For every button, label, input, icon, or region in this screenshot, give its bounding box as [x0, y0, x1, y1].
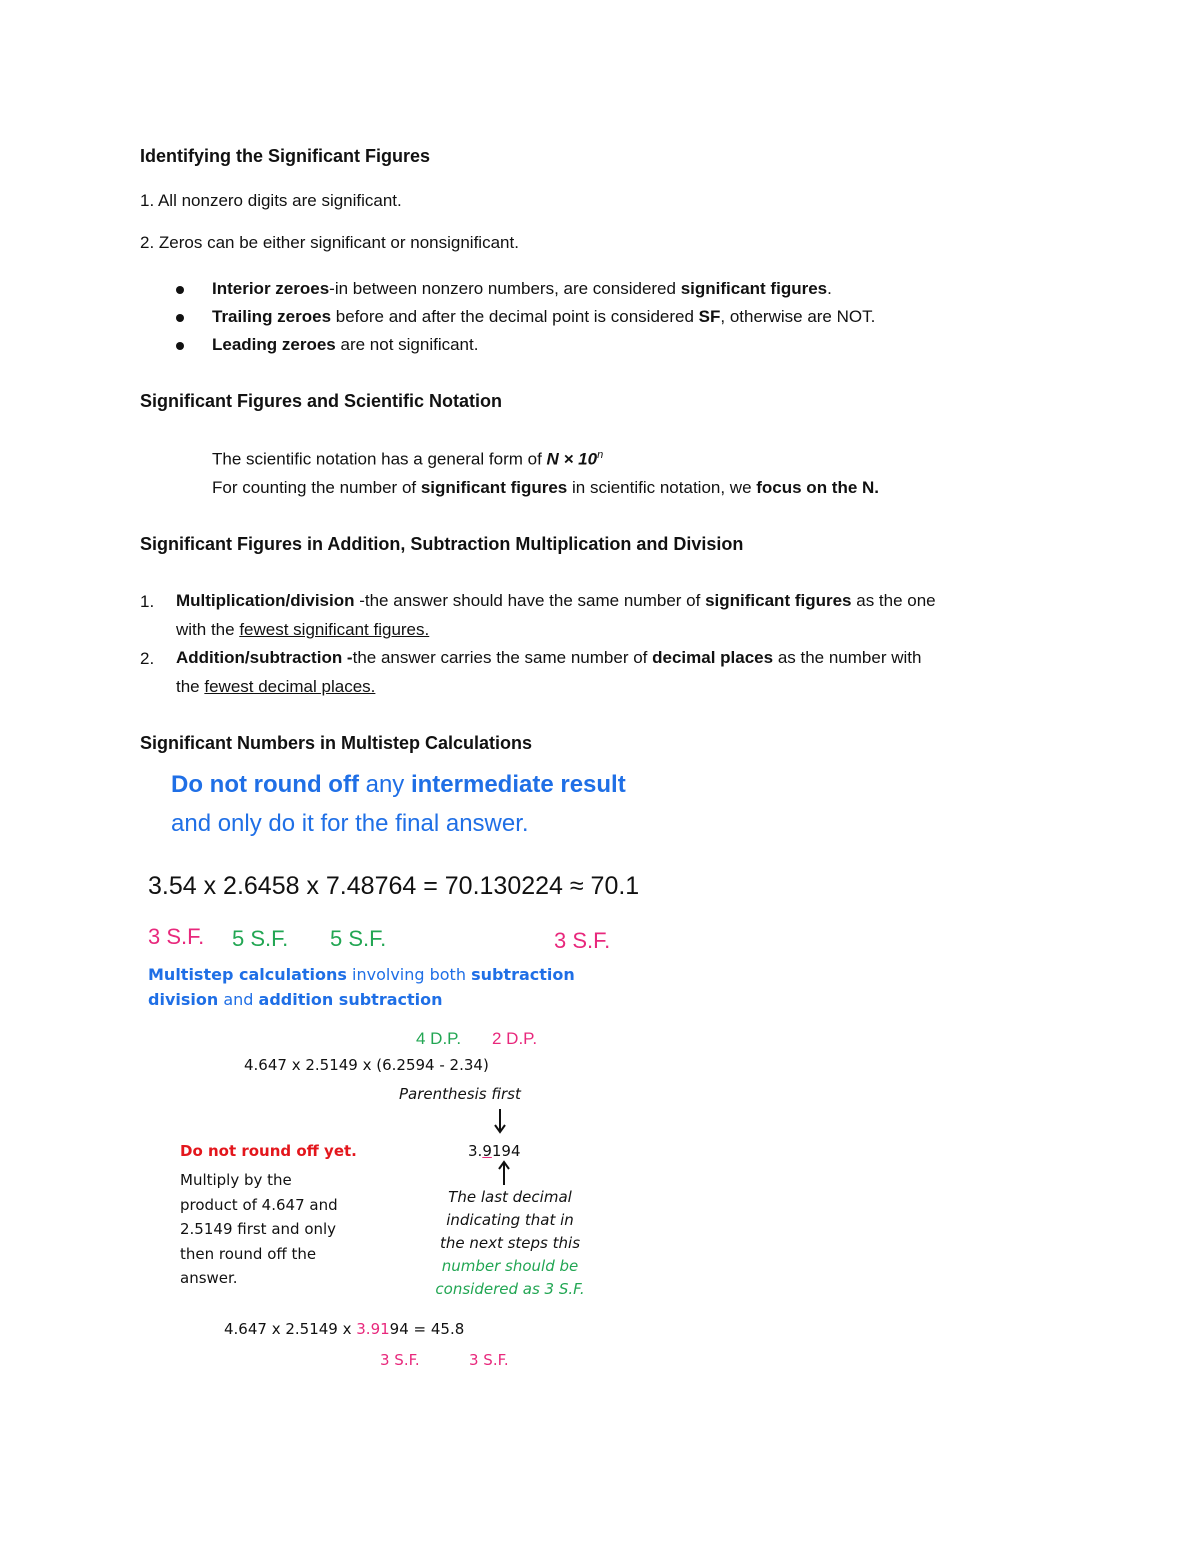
final-equation: 4.647 x 2.5149 x 3.9194 = 45.8: [224, 1320, 465, 1338]
rule-multiplication: Multiplication/division -the answer should have the same number of significant figures as the one: [176, 591, 936, 610]
rule-addition: Addition/subtraction -the answer carries the same number of decimal places as the number with: [176, 648, 922, 667]
rule-1: 1. All nonzero digits are significant.: [140, 191, 402, 210]
section-heading-identifying: Identifying the Significant Figures: [140, 146, 431, 166]
section-heading-operations: Significant Figures in Addition, Subtraction Multiplication and Division: [140, 534, 744, 554]
multistep-line-2: division and addition subtraction: [148, 990, 443, 1009]
bullet-icon: [176, 286, 184, 294]
rule-2: 2. Zeros can be either significant or nonsignificant.: [140, 233, 519, 252]
multistep-line-1: Multistep calculations involving both subtraction: [148, 965, 575, 984]
bullet-icon: [176, 342, 184, 350]
section-heading-scientific: Significant Figures and Scientific Notation: [140, 391, 503, 411]
final-sf-label: 3 S.F.: [469, 1351, 509, 1369]
parenthesis-first: Parenthesis first: [399, 1085, 521, 1103]
list-number: 2.: [140, 649, 155, 668]
sci-counting-line: For counting the number of significant figures in scientific notation, we focus on the N.: [212, 478, 880, 497]
section-heading-multistep: Significant Numbers in Multistep Calculations: [140, 733, 533, 753]
rule-addition-cont: the fewest decimal places.: [176, 677, 376, 696]
final-sf-label: 3 S.F.: [380, 1351, 420, 1369]
equation-main: 3.54 x 2.6458 x 7.48764 = 70.130224 ≈ 70.1: [148, 872, 640, 900]
sf-label: 3 S.F.: [554, 928, 611, 953]
sf-label: 5 S.F.: [330, 926, 387, 951]
bullet-icon: [176, 314, 184, 322]
tip-line-1: Do not round off any intermediate result: [171, 771, 626, 798]
last-decimal-note: The last decimal indicating that in the next steps this number should be considered as 3 S.F.: [435, 1188, 585, 1298]
dp-label: 4 D.P.: [416, 1029, 462, 1048]
note-body: Multiply by the product of 4.647 and 2.5149 first and only then round off the answer.: [180, 1171, 338, 1287]
list-number: 1.: [140, 592, 155, 611]
intermediate-result: 3.9194: [468, 1142, 521, 1160]
sf-label: 5 S.F.: [232, 926, 289, 951]
rule-multiplication-cont: with the fewest significant figures.: [176, 620, 430, 639]
bullet-interior: Interior zeroes-in between nonzero numbers, are considered significant figures.: [212, 279, 832, 298]
bullet-trailing: Trailing zeroes before and after the decimal point is considered SF, otherwise are NOT.: [212, 307, 876, 326]
dp-label: 2 D.P.: [492, 1029, 538, 1048]
note-red: Do not round off yet.: [180, 1142, 357, 1160]
expression: 4.647 x 2.5149 x (6.2594 - 2.34): [244, 1056, 489, 1074]
bullet-leading: Leading zeroes are not significant.: [212, 335, 479, 354]
sci-notation-line: The scientific notation has a general form of $N \times 10^n$: [212, 449, 604, 469]
sf-label: 3 S.F.: [148, 924, 205, 949]
tip-line-2: and only do it for the final answer.: [171, 810, 529, 837]
arrow-up-icon: [496, 1160, 512, 1186]
arrow-down-icon: [492, 1108, 508, 1134]
